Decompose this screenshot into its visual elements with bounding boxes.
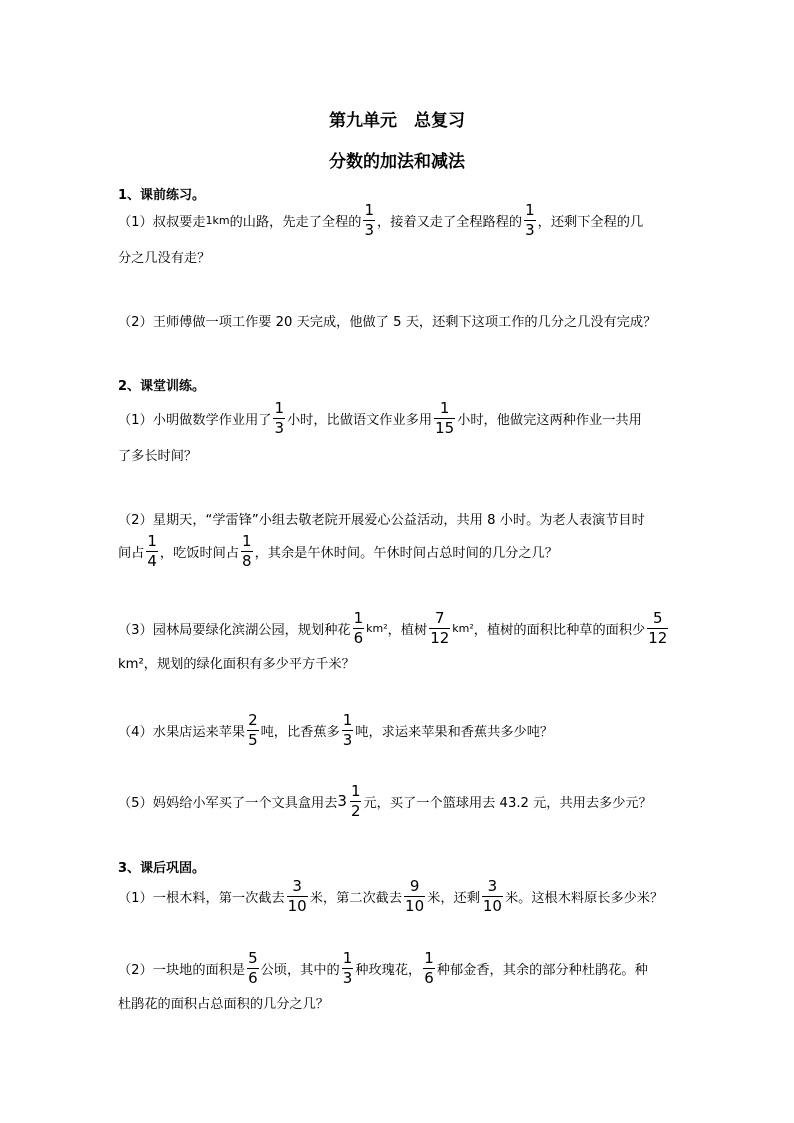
question-2-4	[118, 706, 553, 754]
section-heading-3: 3、课后巩固。	[118, 861, 206, 876]
unit-km2: km²	[452, 621, 474, 635]
text: （2）一块地的面积是	[118, 962, 246, 978]
fraction: $\frac{1}{2}$	[350, 781, 361, 820]
text: 元，买了一个篮球用去 43.2 元，共用去多少元？	[363, 795, 652, 811]
text: 吨，比香蕉多	[260, 724, 340, 740]
question-2-5	[118, 777, 652, 825]
text: 间占	[118, 545, 145, 561]
fraction: $\frac{1}{15}$	[435, 398, 455, 437]
fraction: $\frac{1}{8}$	[242, 531, 252, 570]
fraction: $\frac{1}{4}$	[147, 531, 157, 570]
text: ，还剩下全程的几	[537, 214, 644, 230]
text: ，其余是午休时间。午休时间占总时间的几分之几？	[254, 545, 558, 561]
fraction: $\frac{3}{10}$	[287, 876, 307, 915]
unit-km: 1km	[205, 213, 230, 227]
text: 米，还剩	[427, 890, 480, 906]
text: （5）妈妈给小军买了一个文具盒用去	[118, 795, 338, 811]
fraction: $\frac{1}{3}$	[364, 200, 375, 239]
text: （3）园林局要绿化滨湖公园，规划种花	[118, 622, 351, 638]
text: 米。这根木料原长多少米？	[504, 890, 664, 906]
text: 米，第二次截去	[309, 890, 403, 906]
mixed-number-whole: 3	[337, 792, 347, 810]
text: 的山路，先走了全程的	[229, 214, 362, 230]
fraction: $\frac{1}{6}$	[353, 608, 364, 647]
question-2-2-line-2	[118, 527, 558, 575]
question-3-2-line-2: 杜鹃花的面积占总面积的几分之几？	[118, 996, 329, 1012]
text: ，吃饭时间占	[159, 545, 240, 561]
fraction: $\frac{1}{6}$	[424, 948, 434, 987]
text: （1）小明做数学作业用了	[118, 412, 272, 428]
question-3-1	[118, 872, 663, 920]
fraction: $\frac{1}{3}$	[342, 948, 353, 987]
section-heading-1: 1、课前练习。	[118, 188, 206, 203]
text: 小时，他做完这两种作业一共用	[457, 412, 642, 428]
text: （1）叔叔要走	[118, 214, 206, 230]
text: ，植树的面积比种草的面积少	[473, 622, 646, 638]
question-2-2-line-1: （2）星期天，“学雷锋”小组去敬老院开展爱心公益活动，共用 8 小时。为老人表演节目时	[118, 512, 645, 528]
text: （4）水果店运来苹果	[118, 724, 246, 740]
fraction: $\frac{7}{12}$	[430, 608, 450, 647]
text: 公顷，其中的	[260, 962, 340, 978]
question-1-1-line-2: 分之几没有走？	[118, 250, 211, 266]
question-2-3-line-2: km²，规划的绿化面积有多少平方千米？	[118, 656, 355, 672]
fraction: $\frac{5}{12}$	[648, 608, 668, 647]
fraction: $\frac{1}{3}$	[274, 398, 284, 437]
fraction: $\frac{1}{3}$	[342, 710, 353, 749]
page-subtitle: 分数的加法和减法	[329, 152, 465, 172]
question-2-1-line-2: 了多长时间？	[118, 448, 198, 464]
text: （1）一根木料，第一次截去	[118, 890, 285, 906]
text: 小时，比做语文作业多用	[287, 412, 433, 428]
fraction: $\frac{9}{10}$	[405, 876, 425, 915]
text: 吨，求运来苹果和香蕉共多少吨？	[355, 724, 554, 740]
text: 种玫瑰花，	[355, 962, 422, 978]
fraction: $\frac{2}{5}$	[248, 710, 258, 749]
text: ，接着又走了全程路程的	[377, 214, 523, 230]
unit-km2: km²	[366, 621, 388, 635]
text: ，植树	[387, 622, 428, 638]
section-heading-2: 2、课堂训练。	[118, 379, 206, 394]
fraction: $\frac{3}{10}$	[482, 876, 502, 915]
fraction: $\frac{1}{3}$	[525, 200, 535, 239]
page-title: 第九单元 总复习	[329, 111, 465, 131]
text: 种郁金香，其余的部分种杜鹃花。种	[436, 962, 648, 978]
fraction: $\frac{5}{6}$	[248, 948, 258, 987]
question-1-2: （2）王师傅做一项工作要 20 天完成，他做了 5 天，还剩下这项工作的几分之几没有完成？	[118, 314, 657, 330]
